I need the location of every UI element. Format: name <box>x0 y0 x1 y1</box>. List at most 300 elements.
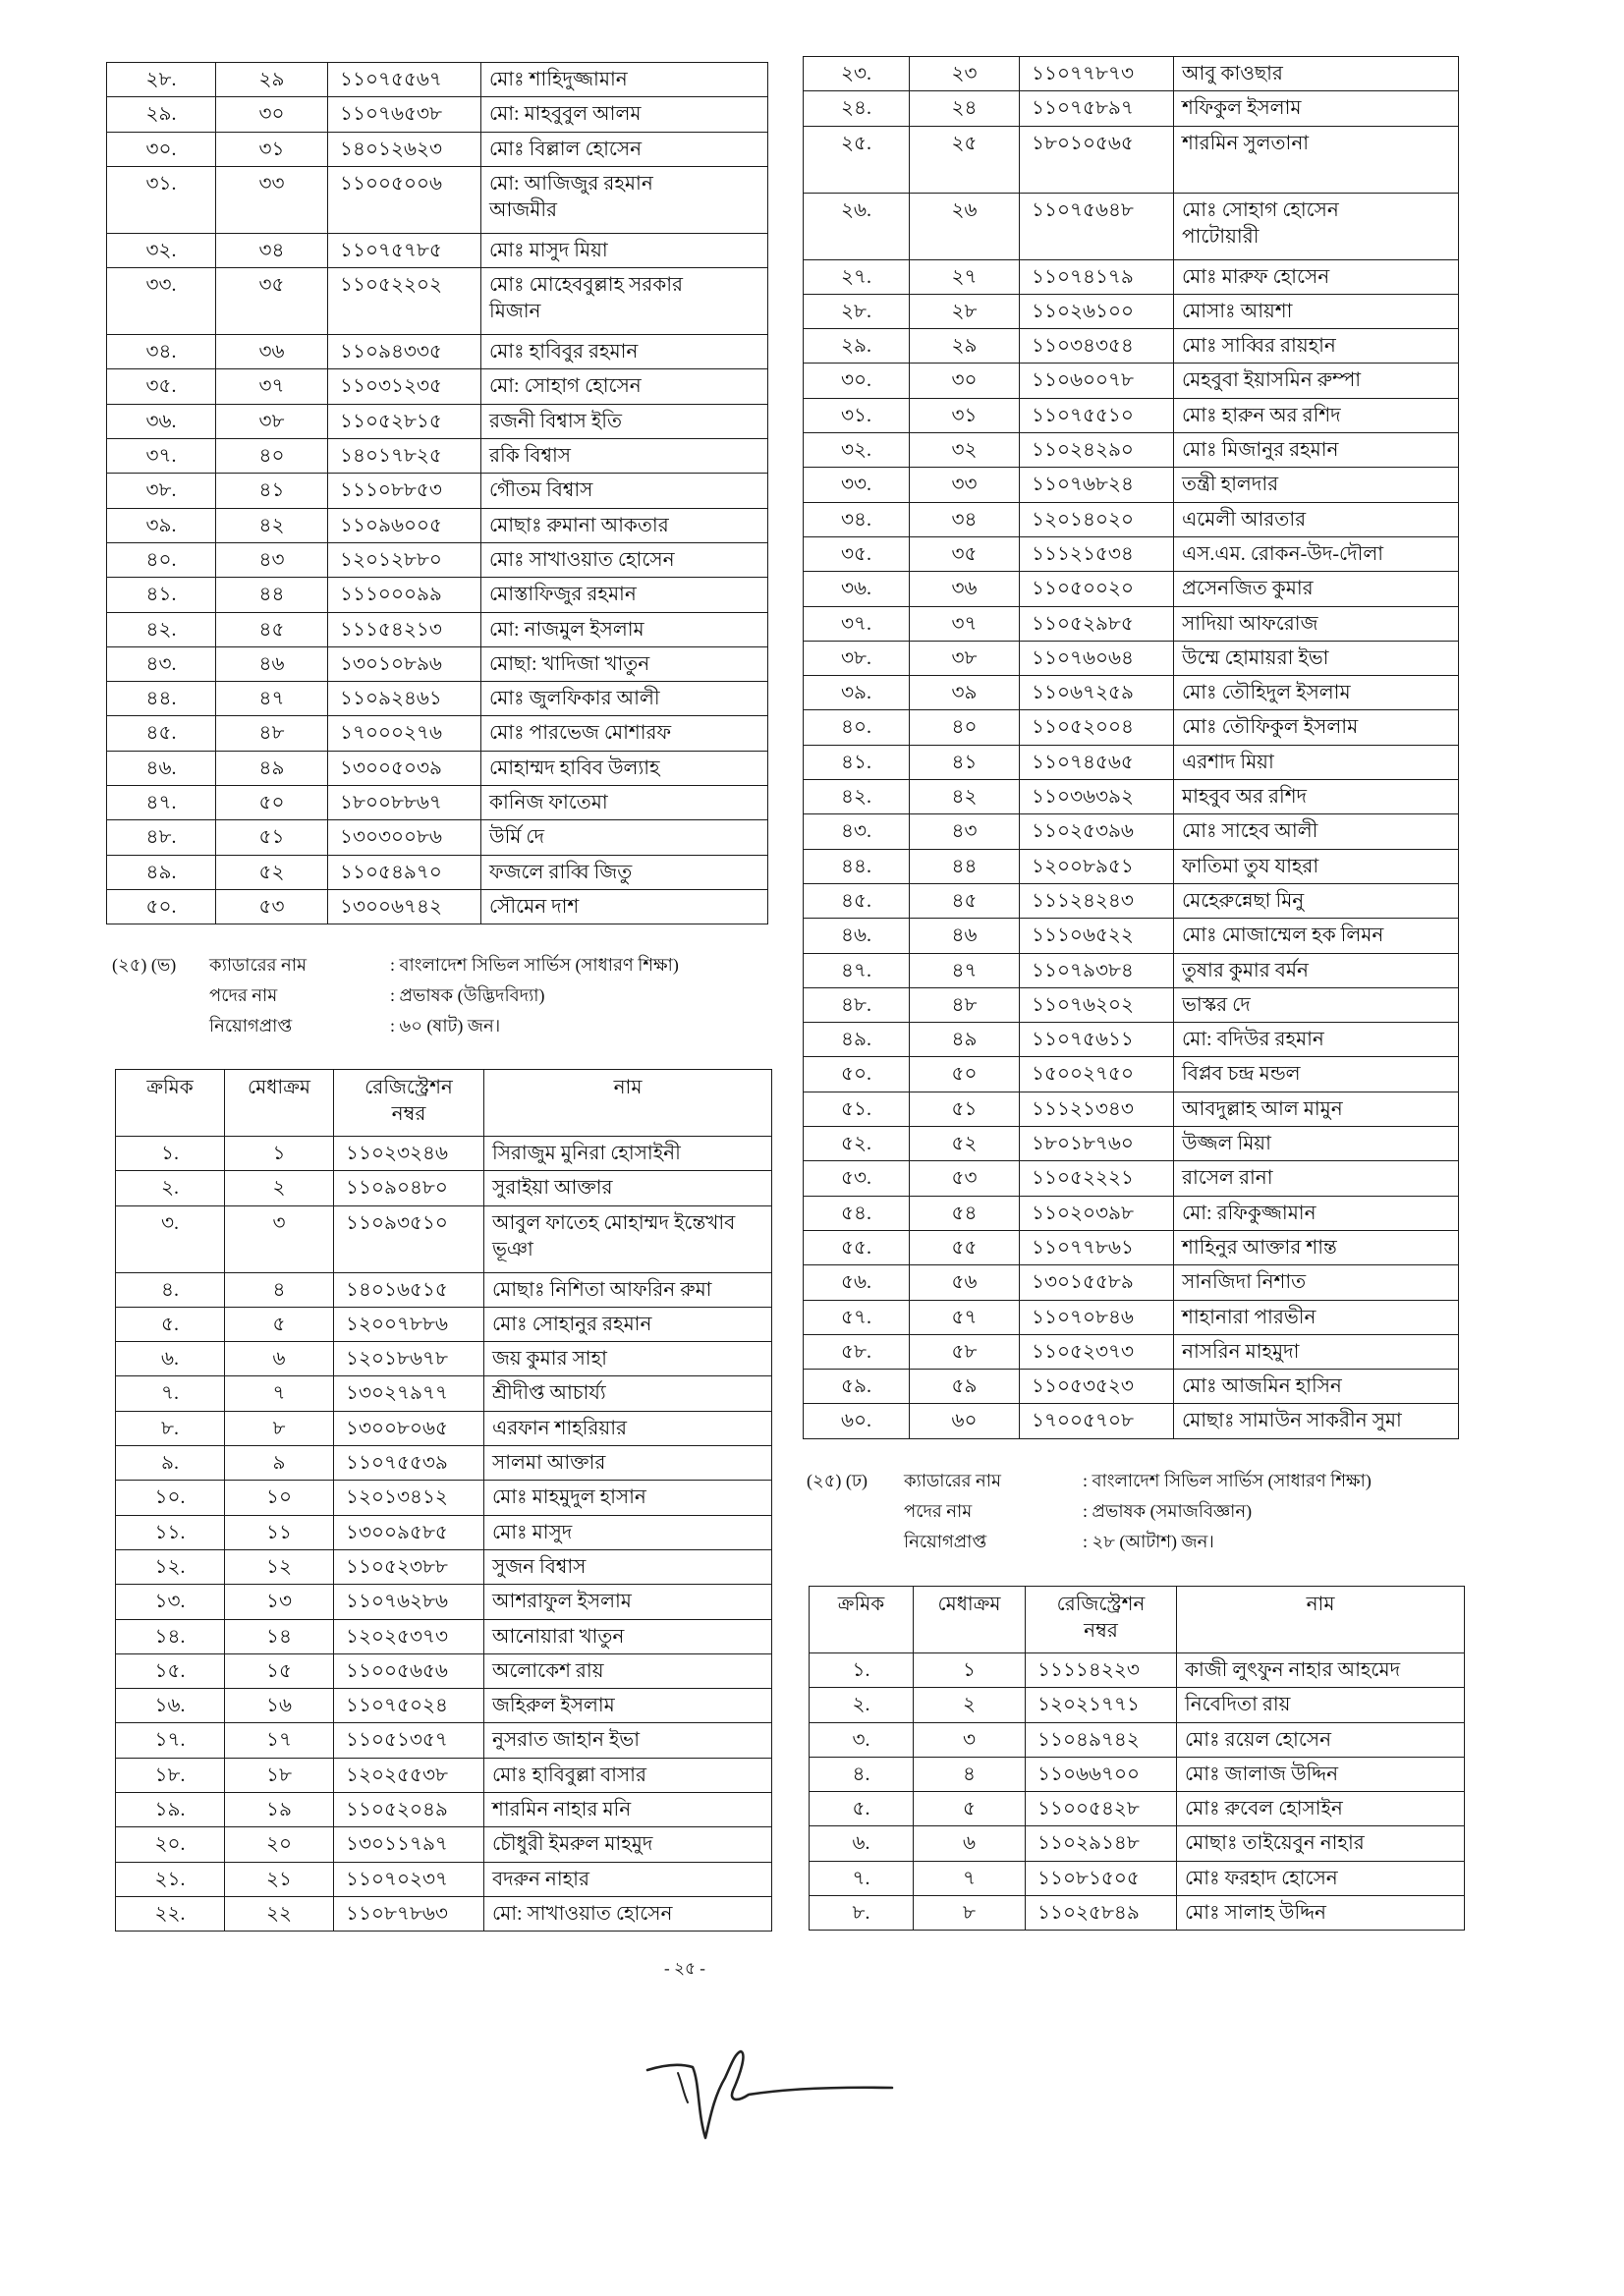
merit-rank-cell <box>225 1137 334 1171</box>
merit-rank-cell <box>216 335 328 369</box>
merit-rank-text: ৪৩ <box>258 548 285 571</box>
registration-number-text: ১১০৫০০২০ <box>1032 578 1134 600</box>
serial-cell <box>804 642 910 676</box>
merit-rank-cell <box>910 503 1020 537</box>
merit-list-table-continued-left <box>106 62 768 924</box>
registration-number-text: ১১০২৬১০০ <box>1032 300 1134 322</box>
table-row <box>116 1585 772 1619</box>
merit-rank-text: ৩১ <box>258 138 285 160</box>
table-row <box>804 1231 1459 1265</box>
serial-text: ৫৫. <box>841 1236 871 1259</box>
name-text: রকি বিশ্বাস <box>489 445 571 468</box>
serial-cell <box>107 647 216 682</box>
registration-number-text: ১১০৭৬৫৩৮ <box>340 103 442 126</box>
name-text: মোঃ মোহেববুল্লাহ সরকার মিজান <box>489 274 684 323</box>
merit-rank-text: ১ <box>272 1143 286 1164</box>
name-text: উম্মে হোমায়রা ইভা <box>1182 646 1329 669</box>
merit-rank-text: ৪২ <box>951 786 978 809</box>
registration-number-text: ১১০৭৯৩৮৪ <box>1032 959 1134 981</box>
merit-rank-text: ৩৩ <box>951 474 978 496</box>
merit-rank-cell <box>910 1335 1020 1370</box>
registration-number-cell <box>328 716 481 751</box>
merit-rank-cell <box>216 234 328 268</box>
appointed-value: : ৬০ (ষাট) জন। <box>390 1016 501 1036</box>
serial-text: ৫২. <box>841 1133 871 1155</box>
registration-number-text: ১১০৫৪৯৭০ <box>340 861 442 883</box>
table-row <box>804 1161 1459 1196</box>
registration-number-cell <box>328 543 481 578</box>
name-text: অলোকেশ রায় <box>492 1659 604 1682</box>
name-cell <box>1177 1792 1465 1826</box>
name-text: আনোয়ারা খাতুন <box>492 1625 625 1648</box>
name-text: মোঃ সোহাগ হোসেন পাটোয়ারী <box>1182 198 1339 248</box>
registration-number-cell <box>328 268 481 335</box>
name-text: মোঃ আজমিন হাসিন <box>1182 1375 1342 1398</box>
header-merit <box>225 1070 334 1137</box>
serial-text: ৪৫. <box>145 722 177 745</box>
registration-number-cell <box>334 1550 484 1585</box>
name-text: মোঃ তৌহিদুল ইসলাম <box>1182 682 1351 704</box>
serial-text: ৫. <box>161 1313 179 1335</box>
merit-rank-cell <box>914 1688 1026 1722</box>
registration-number-cell <box>334 1446 484 1481</box>
serial-text: ৫৬. <box>841 1271 871 1294</box>
registration-number-cell <box>334 1897 484 1932</box>
serial-cell <box>804 1197 910 1231</box>
name-cell <box>1174 988 1459 1023</box>
name-text: ফজলে রাব্বি জিতু <box>489 861 633 883</box>
registration-number-cell <box>1020 91 1174 126</box>
serial-cell <box>804 1301 910 1335</box>
table-row <box>107 335 768 369</box>
name-text: মোঃ রুবেল হোসাইন <box>1185 1798 1343 1820</box>
merit-rank-cell <box>216 97 328 132</box>
signature <box>639 2044 904 2152</box>
registration-number-text: ১৮০১০৫৬৫ <box>1032 132 1134 154</box>
table-row <box>116 1723 772 1758</box>
registration-number-cell <box>1026 1653 1177 1688</box>
name-cell <box>1174 1197 1459 1231</box>
registration-number-text: ১১০৭৫০২৪ <box>346 1695 448 1717</box>
serial-text: ৮. <box>852 1902 870 1925</box>
serial-cell <box>116 1897 225 1932</box>
merit-rank-text: ৩৮ <box>951 646 978 669</box>
merit-rank-cell <box>910 468 1020 502</box>
registration-number-cell <box>328 133 481 167</box>
merit-rank-text: ৩০ <box>951 369 978 392</box>
name-text: সাদিয়া আফরোজ <box>1182 612 1318 635</box>
registration-number-text: ১১০২৫৩৯৬ <box>1032 820 1134 843</box>
serial-cell <box>107 268 216 335</box>
table-row <box>804 399 1459 433</box>
table-row <box>804 433 1459 468</box>
serial-text: ৪৪. <box>841 855 871 877</box>
name-cell <box>1174 780 1459 814</box>
serial-text: ৪৬. <box>145 756 177 779</box>
serial-cell <box>804 1057 910 1092</box>
merit-rank-cell <box>910 746 1020 780</box>
merit-rank-text: ৩৪ <box>951 508 978 531</box>
merit-rank-cell <box>914 1653 1026 1688</box>
registration-number-cell <box>328 63 481 97</box>
registration-number-text: ১৮০১৮৭৬০ <box>1032 1133 1134 1155</box>
table-row <box>116 1550 772 1585</box>
registration-number-cell <box>1020 988 1174 1023</box>
merit-rank-text: ৪১ <box>951 751 978 773</box>
serial-cell <box>804 572 910 606</box>
name-text: মোঃ হাবিবুল্লা বাসার <box>492 1764 646 1786</box>
serial-text: ২২. <box>154 1902 186 1925</box>
name-text: মেহেরুন্নেছা মিনু <box>1182 889 1305 912</box>
merit-rank-cell <box>225 1827 334 1862</box>
merit-rank-cell <box>910 194 1020 260</box>
serial-text: ২৯. <box>841 335 871 358</box>
registration-number-cell <box>334 1585 484 1619</box>
name-cell <box>481 167 768 234</box>
merit-rank-cell <box>914 1792 1026 1826</box>
name-text: সিরাজুম মুনিরা হোসাইনী <box>492 1143 681 1164</box>
serial-cell <box>804 364 910 398</box>
merit-rank-cell <box>910 127 1020 194</box>
serial-cell <box>810 1688 914 1722</box>
table-row <box>804 1335 1459 1370</box>
name-cell <box>1174 1301 1459 1335</box>
registration-number-cell <box>334 1273 484 1308</box>
name-text: মাহবুব অর রশিদ <box>1182 786 1308 809</box>
merit-rank-text: ২৫ <box>951 132 978 154</box>
name-text: মোছাঃ রুমানা আকতার <box>489 514 669 536</box>
serial-text: ৩১. <box>841 404 871 426</box>
merit-rank-cell <box>216 509 328 543</box>
serial-text: ৩. <box>160 1211 179 1234</box>
serial-text: ৩৪. <box>841 508 871 531</box>
table-row <box>116 1654 772 1689</box>
merit-rank-cell <box>910 329 1020 364</box>
name-cell <box>481 268 768 335</box>
name-text: রাসেল রানা <box>1182 1167 1273 1190</box>
merit-rank-cell <box>910 1092 1020 1127</box>
name-cell <box>1174 194 1459 260</box>
merit-rank-cell <box>216 856 328 890</box>
name-cell <box>484 1412 772 1446</box>
merit-rank-cell <box>910 1404 1020 1438</box>
name-text: মোছা: খাদিজা খাতুন <box>489 652 650 675</box>
name-text: বিপ্লব চন্দ্র মন্ডল <box>1182 1063 1301 1086</box>
registration-number-cell <box>328 682 481 716</box>
table-row <box>804 260 1459 295</box>
registration-number-text: ১১০০৫৬৫৬ <box>346 1659 448 1682</box>
serial-text: ৪৮. <box>145 826 177 849</box>
registration-number-text: ১১০৫২৯৮৫ <box>1032 612 1134 635</box>
table-row <box>804 1127 1459 1161</box>
registration-number-text: ১৩০০৬৭৪২ <box>340 895 442 918</box>
table-row <box>116 1620 772 1654</box>
merit-rank-cell <box>910 1231 1020 1265</box>
table-row <box>116 1308 772 1342</box>
registration-number-text: ১২০২৫৩৭৩ <box>346 1625 448 1648</box>
name-cell <box>1174 364 1459 398</box>
merit-rank-cell <box>225 1689 334 1723</box>
merit-rank-cell <box>910 1370 1020 1404</box>
name-cell <box>1174 433 1459 468</box>
table-row <box>116 1481 772 1515</box>
registration-number-cell <box>1020 1092 1174 1127</box>
name-text: মো: মাহবুবুল আলম <box>489 103 642 126</box>
name-text: শাহিনুর আক্তার শান্ত <box>1182 1236 1337 1259</box>
header-merit <box>914 1587 1026 1653</box>
name-cell <box>1174 1161 1459 1196</box>
merit-rank-text: ৪৯ <box>951 1029 978 1051</box>
serial-cell <box>107 890 216 924</box>
table-row <box>107 752 768 786</box>
merit-rank-cell <box>910 1057 1020 1092</box>
registration-number-cell <box>328 97 481 132</box>
serial-cell <box>116 1793 225 1827</box>
serial-text: ১. <box>161 1143 179 1164</box>
table-row <box>810 1653 1465 1688</box>
serial-cell <box>804 919 910 953</box>
name-cell <box>481 335 768 369</box>
registration-number-cell <box>1020 399 1174 433</box>
registration-number-text: ১১০৫২৩৮৮ <box>346 1555 448 1578</box>
registration-number-text: ১১১২১৫৩৪ <box>1032 542 1134 565</box>
registration-number-cell <box>328 890 481 924</box>
header-name <box>1177 1587 1465 1653</box>
merit-rank-cell <box>910 1161 1020 1196</box>
table-row <box>810 1826 1465 1861</box>
registration-number-cell <box>334 1481 484 1515</box>
name-cell <box>484 1793 772 1827</box>
table-row <box>107 167 768 234</box>
serial-cell <box>804 537 910 572</box>
serial-cell <box>116 1308 225 1342</box>
name-cell <box>1174 607 1459 642</box>
serial-cell <box>810 1896 914 1931</box>
registration-number-cell <box>1020 814 1174 849</box>
name-text: সুজন বিশ্বাস <box>492 1555 587 1578</box>
registration-number-text: ১১০২৫৮৪৯ <box>1037 1902 1140 1925</box>
merit-rank-text: ৬ <box>272 1348 286 1371</box>
serial-cell <box>107 234 216 268</box>
serial-text: ৪৭. <box>841 959 871 981</box>
serial-cell <box>804 710 910 745</box>
name-text: মোঃ তৌফিকুল ইসলাম <box>1182 716 1359 739</box>
registration-number-cell <box>1020 1023 1174 1057</box>
registration-number-text: ১১০৬৬৭০০ <box>1037 1763 1140 1785</box>
serial-cell <box>107 167 216 234</box>
merit-rank-cell <box>225 1654 334 1689</box>
serial-text: ১২. <box>154 1555 186 1578</box>
name-cell <box>481 578 768 612</box>
registration-number-cell <box>1020 1197 1174 1231</box>
table-row <box>804 710 1459 745</box>
serial-text: ২৪. <box>841 97 871 120</box>
serial-cell <box>804 746 910 780</box>
registration-number-cell <box>328 613 481 647</box>
registration-number-text: ১১১০৬৫২২ <box>1032 924 1134 947</box>
registration-number-cell <box>1020 364 1174 398</box>
name-cell <box>1174 1092 1459 1127</box>
name-text: মো: আজিজুর রহমান আজমীর <box>489 172 653 221</box>
serial-cell <box>804 57 910 91</box>
serial-cell <box>107 752 216 786</box>
registration-number-cell <box>334 1759 484 1793</box>
registration-number-cell <box>1026 1896 1177 1931</box>
registration-number-cell <box>1026 1792 1177 1826</box>
name-text: এস.এম. রোকন-উদ-দৌলা <box>1182 542 1384 565</box>
registration-number-cell <box>328 820 481 855</box>
registration-number-text: ১২০১২৮৮০ <box>340 548 442 571</box>
serial-cell <box>107 786 216 820</box>
merit-rank-text: ৪৪ <box>258 584 285 606</box>
merit-rank-text: ৫৩ <box>258 895 285 918</box>
serial-cell <box>116 1654 225 1689</box>
merit-rank-cell <box>910 1265 1020 1300</box>
registration-number-text: ১১০৭৬২৮৬ <box>346 1591 448 1613</box>
name-cell <box>1177 1723 1465 1758</box>
registration-number-cell <box>334 1171 484 1205</box>
serial-cell <box>116 1516 225 1550</box>
serial-cell <box>810 1792 914 1826</box>
merit-rank-text: ৩৭ <box>258 375 285 398</box>
table-row <box>116 1171 772 1205</box>
serial-text: ৩২. <box>840 439 871 462</box>
name-cell <box>484 1723 772 1758</box>
name-text: মোঃ সাখাওয়াত হোসেন <box>489 548 675 571</box>
serial-text: ৫০. <box>841 1063 871 1086</box>
table-row <box>804 850 1459 884</box>
post-value: : প্রভাষক (সমাজবিজ্ঞান) <box>1083 1501 1253 1521</box>
table-row <box>804 537 1459 572</box>
name-cell <box>484 1516 772 1550</box>
serial-text: ৯. <box>161 1452 179 1475</box>
registration-number-text: ১১০২৪২৯০ <box>1032 439 1134 462</box>
name-cell <box>1174 850 1459 884</box>
serial-cell <box>804 503 910 537</box>
name-text: মোঃ মাহমুদুল হাসান <box>492 1486 646 1509</box>
merit-rank-cell <box>225 1723 334 1758</box>
merit-list-table-continued-right <box>803 56 1459 1439</box>
merit-rank-text: ৩৬ <box>258 341 285 364</box>
table-row <box>116 1897 772 1932</box>
registration-number-text: ১৭০০৫৭০৮ <box>1032 1410 1134 1432</box>
serial-cell <box>810 1758 914 1792</box>
merit-rank-text: ৪৮ <box>258 722 285 745</box>
table-row <box>804 988 1459 1023</box>
merit-rank-cell <box>914 1862 1026 1896</box>
name-cell <box>1174 1127 1459 1161</box>
merit-rank-cell <box>910 295 1020 329</box>
merit-rank-text: ৩৭ <box>951 612 978 635</box>
merit-rank-cell <box>216 578 328 612</box>
merit-rank-text: ৪৬ <box>258 652 285 675</box>
merit-rank-cell <box>910 399 1020 433</box>
header-serial <box>810 1587 914 1653</box>
merit-rank-text: ৫৪ <box>951 1202 978 1224</box>
serial-cell <box>116 1342 225 1376</box>
table-row <box>804 91 1459 126</box>
merit-rank-text: ২৩ <box>951 63 978 84</box>
merit-rank-text: ৫২ <box>951 1133 978 1155</box>
table-row <box>804 1092 1459 1127</box>
merit-rank-cell <box>910 57 1020 91</box>
serial-text: ৩৯. <box>145 514 177 536</box>
merit-rank-cell <box>910 919 1020 953</box>
cadre-label: ক্যাডারের নাম <box>904 1471 1001 1490</box>
serial-text: ৩৪. <box>145 341 177 364</box>
serial-cell <box>804 1404 910 1438</box>
registration-number-cell <box>1020 537 1174 572</box>
name-cell <box>1174 295 1459 329</box>
merit-rank-text: ৩ <box>962 1728 976 1751</box>
merit-rank-text: ৪৫ <box>258 618 285 641</box>
merit-rank-text: ১৫ <box>266 1659 292 1682</box>
name-text: মেহবুবা ইয়াসমিন রুম্পা <box>1182 369 1362 392</box>
section-code: (২৫) (ভ) <box>112 955 177 975</box>
table-row <box>116 1827 772 1862</box>
merit-rank-cell <box>910 954 1020 988</box>
serial-cell <box>116 1481 225 1515</box>
registration-number-text: ১১০৭৪১৭৯ <box>1032 265 1134 288</box>
serial-text: ৩৩. <box>840 474 871 496</box>
registration-number-cell <box>328 509 481 543</box>
name-text: গৌতম বিশ্বাস <box>489 479 593 502</box>
merit-rank-cell <box>225 1550 334 1585</box>
serial-cell <box>804 676 910 710</box>
name-text: মোঃ সোহানুর রহমান <box>492 1313 652 1335</box>
serial-text: ১. <box>852 1659 870 1681</box>
name-cell <box>1174 127 1459 194</box>
merit-rank-cell <box>910 1127 1020 1161</box>
registration-number-text: ১১০৭৬০৬৪ <box>1032 646 1134 669</box>
name-text: মোঃ হারুন অর রশিদ <box>1182 404 1341 426</box>
merit-rank-cell <box>225 1793 334 1827</box>
registration-number-text: ১২০০৮৯৫১ <box>1032 855 1134 877</box>
serial-text: ৪৬. <box>841 924 871 947</box>
name-cell <box>1174 57 1459 91</box>
merit-rank-text: ৫১ <box>258 826 285 849</box>
name-cell <box>484 1308 772 1342</box>
table-row <box>810 1758 1465 1792</box>
merit-rank-text: ১৬ <box>266 1695 292 1717</box>
header-reg <box>334 1070 484 1137</box>
merit-rank-text: ৪ <box>272 1278 286 1301</box>
registration-number-cell <box>1020 1370 1174 1404</box>
serial-text: ৬০. <box>840 1410 871 1432</box>
name-cell <box>1174 642 1459 676</box>
merit-list-table-sociology <box>809 1586 1465 1931</box>
serial-cell <box>116 1446 225 1481</box>
merit-rank-text: ১৭ <box>266 1729 292 1752</box>
name-cell <box>1174 919 1459 953</box>
table-row <box>116 1516 772 1550</box>
registration-number-cell <box>334 1827 484 1862</box>
registration-number-cell <box>334 1516 484 1550</box>
merit-rank-text: ৭ <box>962 1867 976 1889</box>
header-serial <box>116 1070 225 1137</box>
name-cell <box>481 63 768 97</box>
merit-rank-text: ৩ <box>272 1211 286 1234</box>
name-cell <box>1174 329 1459 364</box>
name-cell <box>484 1342 772 1376</box>
name-text: কানিজ ফাতেমা <box>489 792 608 814</box>
serial-cell <box>804 1370 910 1404</box>
serial-text: ৩৮. <box>145 479 177 502</box>
name-text: মো: রফিকুজ্জামান <box>1182 1202 1316 1224</box>
registration-number-text: ১১১০০০৯৯ <box>340 584 442 606</box>
registration-number-cell <box>328 405 481 439</box>
serial-text: ৭. <box>160 1382 179 1405</box>
